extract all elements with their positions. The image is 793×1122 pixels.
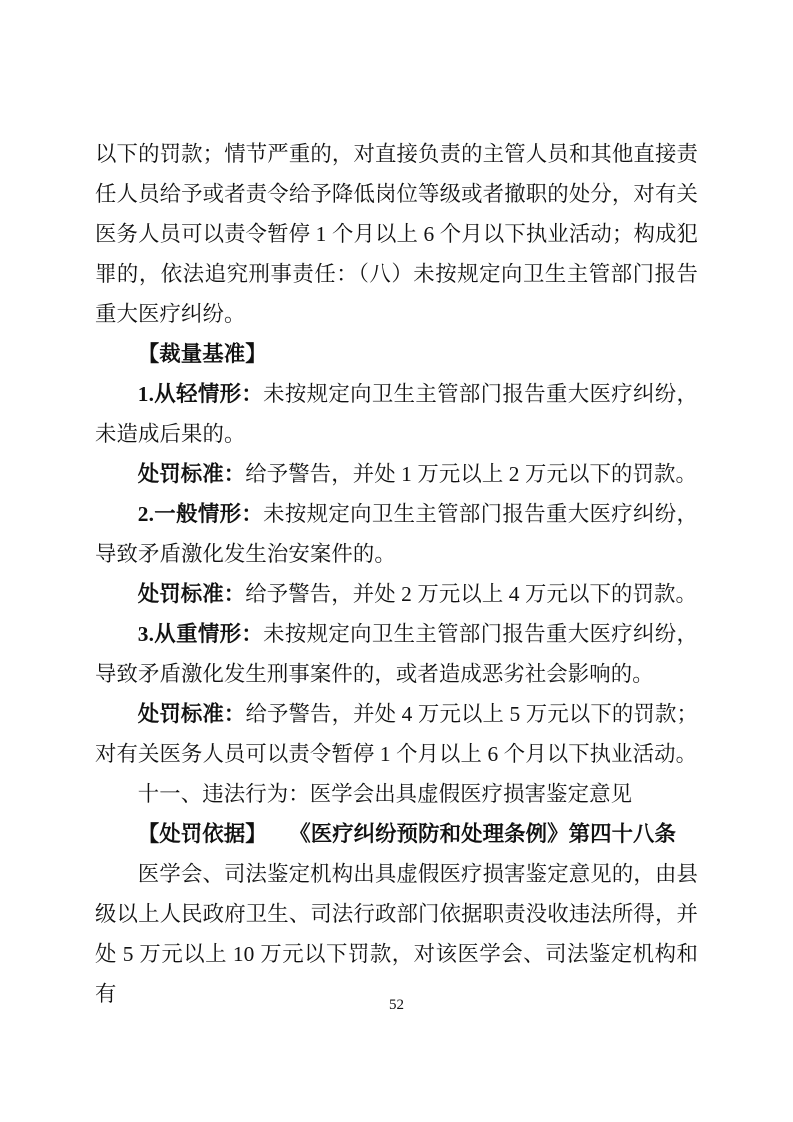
paragraph-lead: 【处罚依据】 <box>137 822 267 846</box>
paragraph-lead: 处罚标准： <box>137 582 246 606</box>
page-number: 52 <box>389 997 404 1013</box>
paragraph-text: 给予警告，并处 1 万元以上 2 万元以下的罚款。 <box>245 462 697 486</box>
para-violation-item-11 <box>95 774 698 814</box>
para-penalty-standard-light <box>95 454 698 494</box>
para-heavy-circumstance <box>95 614 698 694</box>
paragraph-text: 给予警告，并处 4 万元以上 5 万元以下的罚款；对有关医务人员可以责令暂停 1 个月以上 6 个月以下执业活动。 <box>95 702 698 766</box>
paragraph-text: 医学会、司法鉴定机构出具虚假医疗损害鉴定意见的，由县级以上人民政府卫生、司法行政部门依据职责没收违法所得，并处 5 万元以上 10 万元以下罚款，对该医学会、司法鉴定机构和有 <box>95 862 698 1006</box>
para-penalty-basis <box>95 814 698 854</box>
page-footer <box>0 996 793 1014</box>
paragraph-text: 未按规定向卫生主管部门报告重大医疗纠纷，导致矛盾激化发生刑事案件的，或者造成恶劣社会影响的。 <box>95 622 698 686</box>
paragraph-lead: 2.一般情形： <box>137 502 264 526</box>
para-light-circumstance <box>95 374 698 454</box>
para-penalty-standard-heavy <box>95 694 698 774</box>
document-body <box>95 134 698 1014</box>
paragraph-lead: 【裁量基准】 <box>137 342 267 366</box>
para-penalty-continuation <box>95 134 698 334</box>
paragraph-lead: 1.从轻情形： <box>137 382 264 406</box>
paragraph-text: 《医疗纠纷预防和处理条例》第四十八条 <box>299 822 677 846</box>
paragraph-lead: 处罚标准： <box>137 702 246 726</box>
paragraph-text: 给予警告，并处 2 万元以上 4 万元以下的罚款。 <box>245 582 697 606</box>
heading-discretion-criteria <box>95 334 698 374</box>
paragraph-lead: 处罚标准： <box>137 462 246 486</box>
paragraph-text: 未按规定向卫生主管部门报告重大医疗纠纷，未造成后果的。 <box>95 382 698 446</box>
para-provision-text <box>95 854 698 1014</box>
para-general-circumstance <box>95 494 698 574</box>
paragraph-text: 未按规定向卫生主管部门报告重大医疗纠纷，导致矛盾激化发生治安案件的。 <box>95 502 698 566</box>
para-penalty-standard-general <box>95 574 698 614</box>
paragraph-text: 十一、违法行为：医学会出具虚假医疗损害鉴定意见 <box>137 782 633 806</box>
paragraph-text: 以下的罚款；情节严重的，对直接负责的主管人员和其他直接责任人员给予或者责令给予降低岗位等级或者撤职的处分，对有关医务人员可以责令暂停 1 个月以上 6 个月以下执业活动；构成犯罪的，依法追究刑事责任：（八）未按规定向卫生主管部门报告重大医疗纠纷。 <box>95 142 698 326</box>
paragraph-lead: 3.从重情形： <box>137 622 264 646</box>
